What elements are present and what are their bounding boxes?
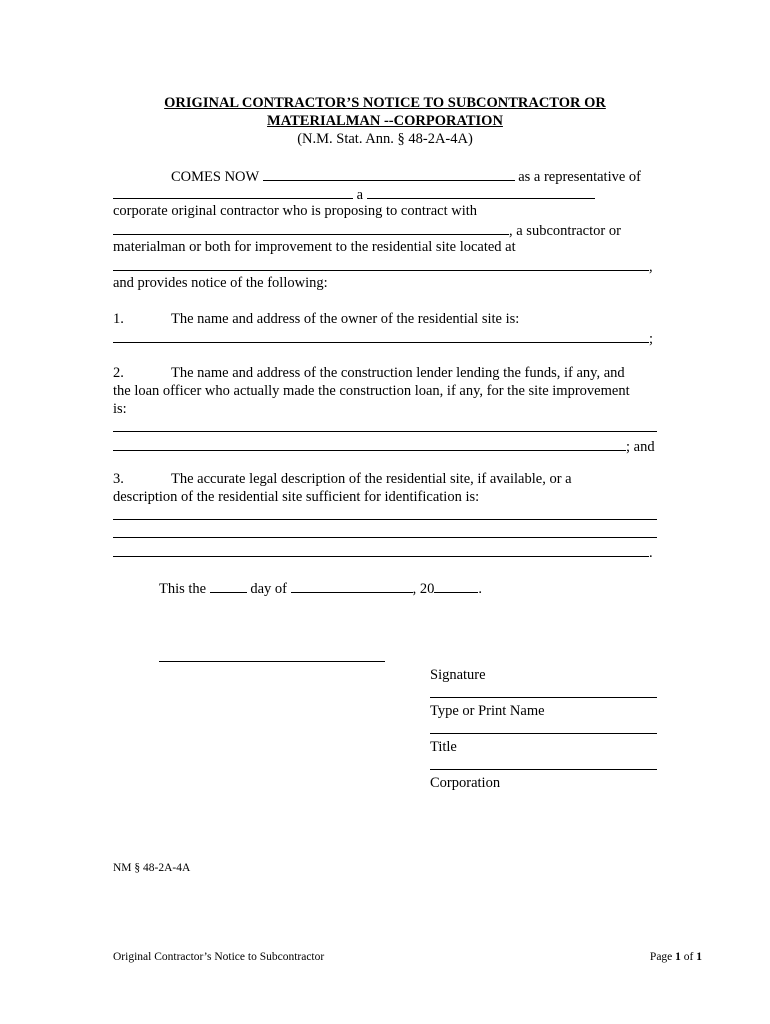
state-of-incorporation-blank[interactable] (367, 184, 595, 199)
intro-line-2 (113, 184, 595, 204)
item-1-heading (113, 310, 519, 328)
item-2-line-3: is: (113, 401, 127, 417)
lender-blank-line-2[interactable] (113, 436, 626, 451)
item-2-number: 2. (113, 365, 124, 381)
comma-text: , (649, 259, 653, 275)
lender-blank-line-1[interactable] (113, 431, 657, 432)
corporation-label: Corporation (430, 775, 501, 791)
site-location-blank[interactable] (113, 256, 649, 271)
representative-name-blank[interactable] (263, 166, 515, 181)
owner-name-address-blank[interactable] (113, 328, 649, 343)
item-2-line-2: the loan officer who actually made the construction loan, if any, for the site improvement (113, 383, 630, 399)
signature-label: Signature (430, 667, 486, 683)
title-line-1: ORIGINAL CONTRACTOR’S NOTICE TO SUBCONTRACTOR OR (164, 95, 606, 111)
intro-line-5: materialman or both for improvement to the residential site located at (113, 239, 516, 255)
subcontractor-or-text: , a subcontractor or (509, 223, 621, 239)
item-3-number: 3. (113, 471, 124, 487)
page-of: of (683, 951, 694, 963)
print-name-label: Type or Print Name (430, 703, 545, 719)
this-the-text: This the (159, 581, 207, 597)
as-representative-text: as a representative of (518, 169, 641, 185)
month-blank[interactable] (291, 578, 413, 593)
item-1-number: 1. (113, 311, 124, 327)
item-3-line-2: description of the residential site sufficient for identification is: (113, 489, 480, 505)
intro-line-6 (113, 256, 653, 276)
a-text: a (356, 187, 364, 203)
item-3-answer-line (113, 542, 653, 562)
item-2-heading (113, 364, 625, 382)
footer-page-number (650, 950, 702, 964)
legal-description-blank-line-3[interactable] (113, 542, 649, 557)
item-2-text: The name and address of the construction lender lending the funds, if any, and (171, 365, 625, 381)
day-blank[interactable] (210, 578, 247, 593)
date-line (159, 578, 482, 598)
legal-description-blank-line-1[interactable] (113, 519, 657, 520)
corporation-line[interactable] (430, 769, 657, 770)
year-blank[interactable] (434, 578, 478, 593)
statute-reference: NM § 48-2A-4A (113, 862, 191, 874)
name-line[interactable] (430, 697, 657, 698)
intro-line-1 (171, 166, 641, 186)
corporation-name-blank[interactable] (113, 184, 353, 199)
intro-line-7: and provides notice of the following: (113, 275, 328, 291)
document-title (113, 94, 657, 130)
page-total: 1 (696, 951, 702, 963)
date-end: . (478, 581, 483, 597)
title-label: Title (430, 739, 457, 755)
item-3-heading (113, 470, 572, 488)
page-current: 1 (675, 951, 681, 963)
item-3-text: The accurate legal description of the residential site, if available, or a (171, 471, 572, 487)
item-1-answer-line (113, 328, 653, 348)
title-line-2: MATERIALMAN --CORPORATION (267, 113, 503, 129)
item-2-answer-line (113, 436, 655, 456)
item-2-end: ; and (626, 439, 655, 455)
footer-document-name: Original Contractor’s Notice to Subcontractor (113, 951, 325, 963)
item-1-text: The name and address of the owner of the residential site is: (171, 311, 520, 327)
page-label: Page (649, 951, 673, 963)
intro-line-4 (113, 220, 621, 240)
left-signature-line[interactable] (159, 661, 385, 662)
item-3-end: . (649, 545, 653, 561)
comes-now-text: COMES NOW (171, 169, 259, 185)
title-line[interactable] (430, 733, 657, 734)
intro-line-3: corporate original contractor who is proposing to contract with (113, 203, 478, 219)
legal-description-blank-line-2[interactable] (113, 537, 657, 538)
item-1-end: ; (649, 331, 654, 347)
statute-citation: (N.M. Stat. Ann. § 48-2A-4A) (297, 131, 473, 147)
day-of-text: day of (250, 581, 288, 597)
year-prefix-text: , 20 (412, 581, 435, 597)
subcontractor-name-blank[interactable] (113, 220, 509, 235)
